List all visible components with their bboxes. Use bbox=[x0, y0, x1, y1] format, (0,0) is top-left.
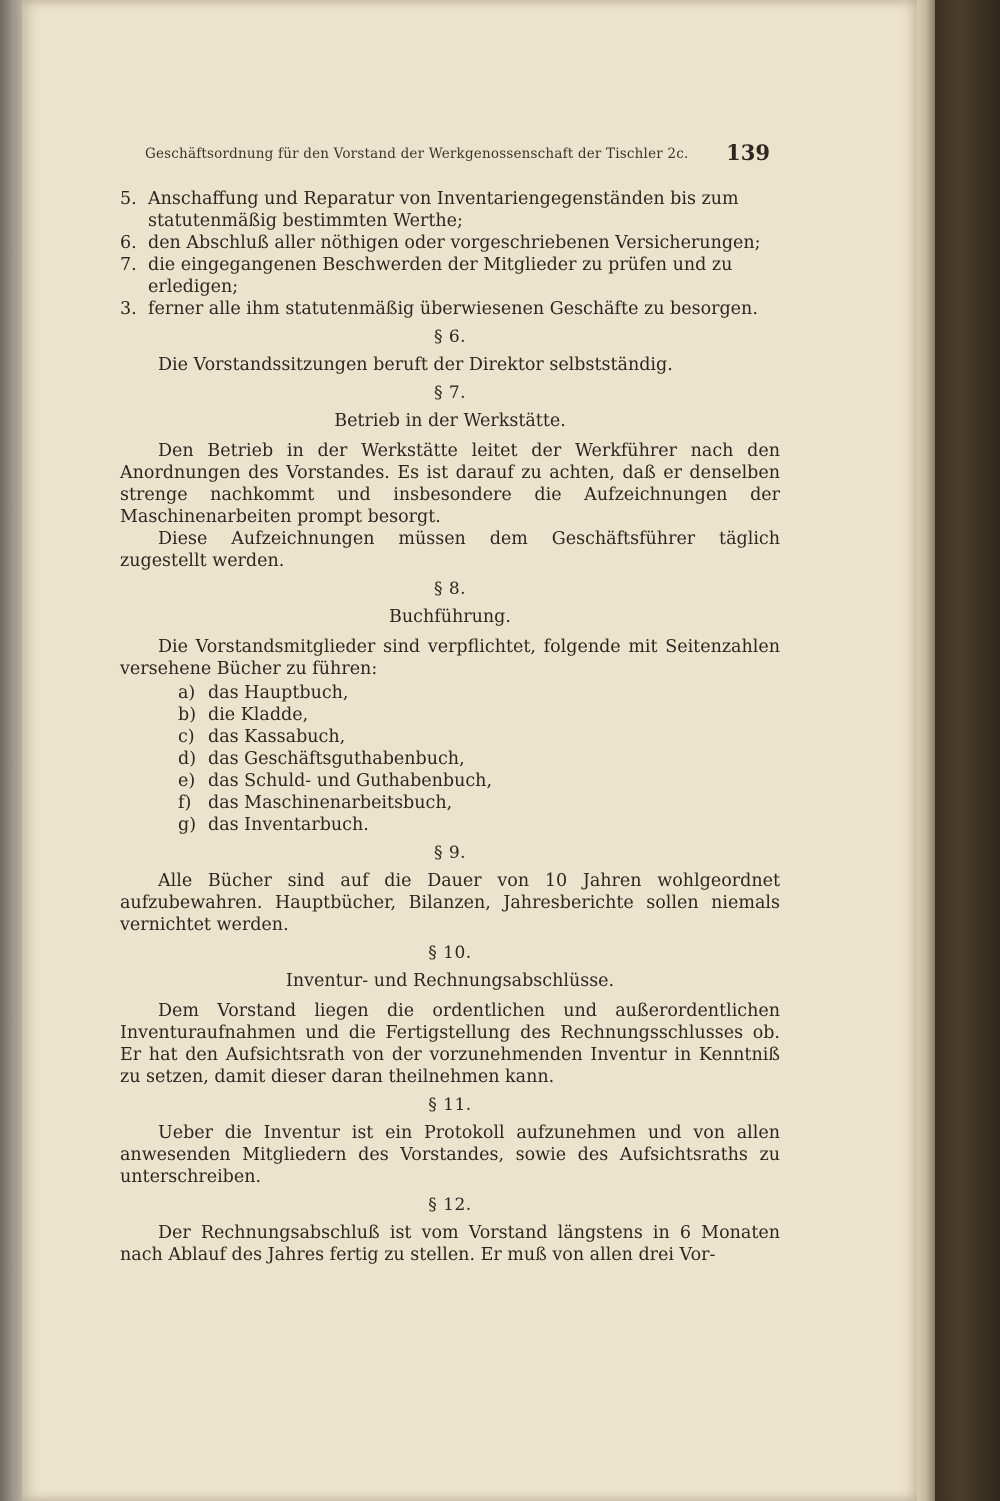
book-text: das Schuld- und Guthabenbuch, bbox=[208, 771, 493, 791]
list-item bbox=[120, 298, 780, 320]
section-7-title: Betrieb in der Werkstätte. bbox=[334, 411, 566, 431]
list-item bbox=[120, 232, 780, 254]
item-number: 5. bbox=[120, 189, 137, 209]
book-item bbox=[178, 704, 780, 726]
book-item bbox=[178, 748, 780, 770]
book-text: die Kladde, bbox=[208, 705, 309, 725]
book-text: das Hauptbuch, bbox=[208, 683, 349, 703]
page-body bbox=[120, 188, 780, 1266]
item-text: ferner alle ihm statutenmäßig überwiesenen Geschäfte zu besorgen. bbox=[148, 299, 758, 319]
book-item bbox=[178, 792, 780, 814]
section-10-title: Inventur- und Rechnungsabschlüsse. bbox=[285, 971, 615, 991]
section-7-paragraph: Diese Aufzeichnungen müssen dem Geschäftsführer täglich zugestellt werden. bbox=[120, 529, 780, 571]
section-8-title: Buchführung. bbox=[389, 607, 511, 627]
page-number: 139 bbox=[726, 140, 770, 165]
section-11-text: Ueber die Inventur ist ein Protokoll aufzunehmen und von allen anwesenden Mitgliedern des Vorstandes, sowie des Aufsichtsraths zu unterschreiben. bbox=[120, 1123, 780, 1187]
section-heading-8: § 8. bbox=[433, 579, 467, 599]
section-12-text: Der Rechnungsabschluß ist vom Vorstand längstens in 6 Monaten nach Ablauf des Jahres fertig zu stellen. Er muß von allen drei Vor- bbox=[120, 1223, 780, 1265]
book-cover-board bbox=[935, 0, 1000, 1501]
books-list bbox=[120, 682, 780, 836]
book-text: das Inventarbuch. bbox=[208, 815, 369, 835]
item-text-continued: statutenmäßig bestimmten Werthe; bbox=[148, 211, 463, 231]
book-text: das Maschinenarbeitsbuch, bbox=[208, 793, 453, 813]
book-label: f) bbox=[178, 793, 192, 813]
item-text-continued: erledigen; bbox=[148, 277, 239, 297]
book-label: e) bbox=[178, 771, 196, 791]
book-text: das Geschäftsguthabenbuch, bbox=[208, 749, 465, 769]
section-8-intro: Die Vorstandsmitglieder sind verpflichtet, folgende mit Seitenzahlen versehene Bücher zu führen: bbox=[120, 637, 780, 679]
list-item bbox=[120, 188, 780, 210]
right-page-edge bbox=[917, 0, 935, 1501]
book-item bbox=[178, 726, 780, 748]
book-label: g) bbox=[178, 815, 197, 835]
item-number: 6. bbox=[120, 233, 137, 253]
running-title: Geschäftsordnung für den Vorstand der Werkgenossenschaft der Tischler 2c. bbox=[145, 146, 689, 162]
book-label: b) bbox=[178, 705, 197, 725]
item-number: 3. bbox=[120, 299, 137, 319]
book-label: c) bbox=[178, 727, 195, 747]
book-label: a) bbox=[178, 683, 196, 703]
left-page-edge bbox=[0, 0, 22, 1501]
book-item bbox=[178, 814, 780, 836]
section-10-text: Dem Vorstand liegen die ordentlichen und außerordentlichen Inventuraufnahmen und die Fertigstellung des Rechnungsschlusses ob. Er hat den Aufsichtsrath von der vorzunehmenden Inventur in Kenntniß zu setzen, damit dieser daran theilnehmen kann. bbox=[120, 1001, 780, 1087]
section-6-text: Die Vorstandssitzungen beruft der Direktor selbstständig. bbox=[158, 355, 673, 375]
section-9-text: Alle Bücher sind auf die Dauer von 10 Jahren wohlgeordnet aufzubewahren. Hauptbücher, Bilanzen, Jahresberichte sollen niemals vernichtet werden. bbox=[120, 871, 780, 935]
book-label: d) bbox=[178, 749, 197, 769]
section-heading-10: § 10. bbox=[428, 943, 472, 963]
section-heading-7: § 7. bbox=[433, 383, 467, 403]
section-heading-6: § 6. bbox=[433, 327, 467, 347]
section-heading-11: § 11. bbox=[428, 1095, 472, 1115]
item-text: Anschaffung und Reparatur von Inventariengegenständen bis zum bbox=[148, 189, 739, 209]
book-item bbox=[178, 770, 780, 792]
section-heading-9: § 9. bbox=[433, 843, 467, 863]
book-item bbox=[178, 682, 780, 704]
page-header bbox=[145, 140, 770, 170]
section-heading-12: § 12. bbox=[428, 1195, 472, 1215]
item-number: 7. bbox=[120, 255, 137, 275]
item-text: die eingegangenen Beschwerden der Mitglieder zu prüfen und zu bbox=[148, 255, 733, 275]
section-7-paragraph: Den Betrieb in der Werkstätte leitet der Werkführer nach den Anordnungen des Vorstandes. Es ist darauf zu achten, daß er denselben strenge nachkommt und insbesondere die Aufzeichnungen der Maschinenarbeiten prompt besorgt. bbox=[120, 441, 780, 527]
item-text: den Abschluß aller nöthigen oder vorgeschriebenen Versicherungen; bbox=[148, 233, 761, 253]
list-item bbox=[120, 254, 780, 276]
book-text: das Kassabuch, bbox=[208, 727, 346, 747]
